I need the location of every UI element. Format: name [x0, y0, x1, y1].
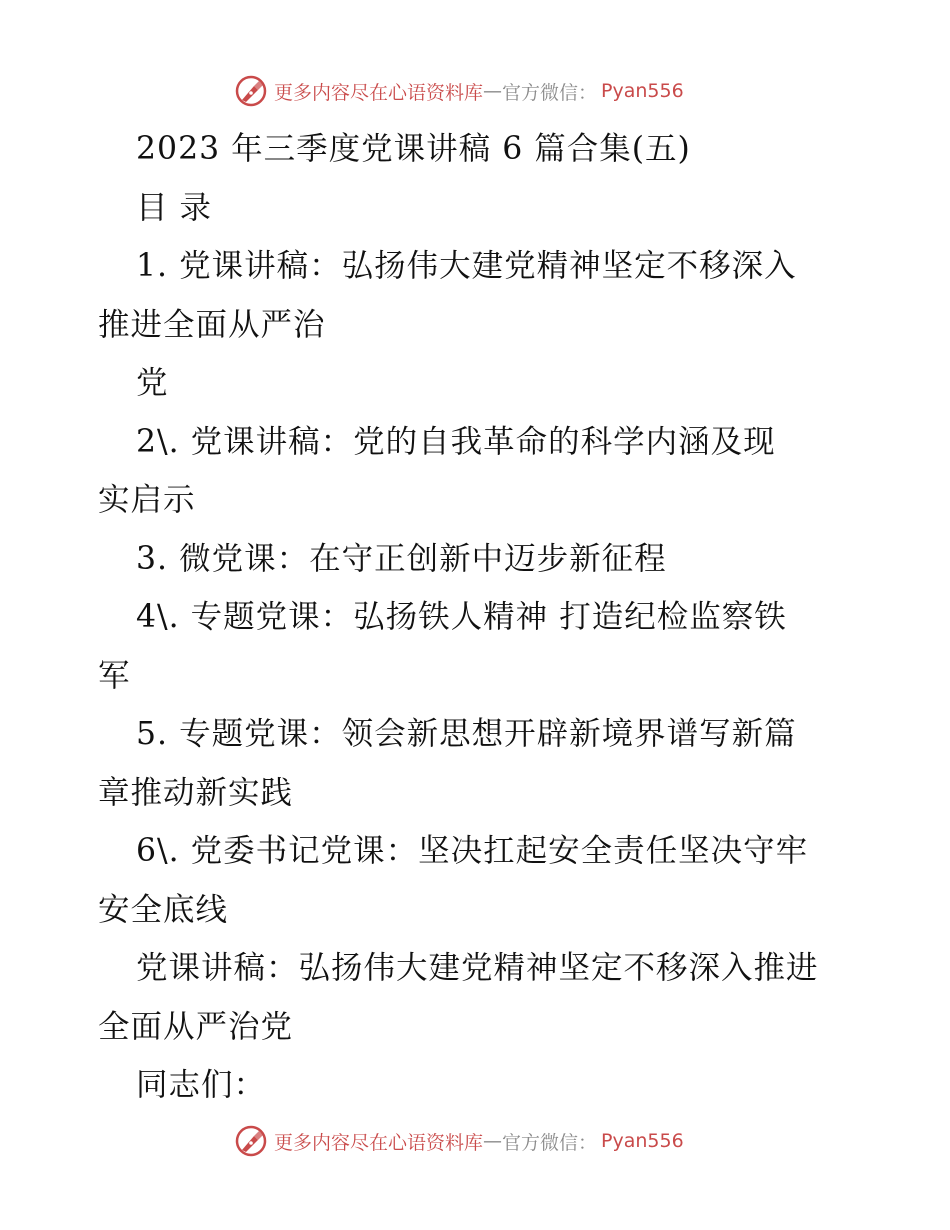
watermark-official-text: 官方微信： [502, 1131, 598, 1154]
section-title-cont: 全面从严治党 [98, 1008, 294, 1045]
toc-item-5-cont: 章推动新实践 [98, 774, 294, 811]
pen-nib-logo-icon [234, 74, 268, 108]
toc-item-3: 3. 微党课：在守正创新中迈步新征程 [136, 540, 667, 577]
toc-item-1: 1. 党课讲稿：弘扬伟大建党精神坚定不移深入 [136, 248, 797, 284]
toc-item-1-cont: 推进全面从严治 [98, 306, 326, 343]
watermark-separator: — [483, 1130, 503, 1152]
watermark-separator: — [483, 80, 503, 102]
pen-nib-logo-icon [234, 1124, 268, 1158]
salutation: 同志们： [136, 1067, 267, 1103]
toc-item-4: 4\. 专题党课：弘扬铁人精神 打造纪检监察铁 [136, 599, 787, 635]
watermark-brand-text: 更多内容尽在心语资料库 [274, 1131, 484, 1154]
document-body [98, 120, 858, 1115]
footer-watermark [234, 1121, 684, 1161]
watermark-official-text: 官方微信： [502, 81, 598, 104]
toc-item-2: 2\. 党课讲稿：党的自我革命的科学内涵及现 [136, 423, 776, 460]
watermark-wechat-id: Pyan556 [601, 80, 684, 102]
watermark-brand-text: 更多内容尽在心语资料库 [274, 81, 484, 104]
toc-item-4-cont: 军 [98, 657, 131, 694]
section-title: 党课讲稿：弘扬伟大建党精神坚定不移深入推进 [136, 950, 819, 986]
toc-item-2-cont: 实启示 [98, 482, 196, 518]
toc-item-5: 5. 专题党课：领会新思想开辟新境界谱写新篇 [136, 716, 797, 752]
toc-item-6: 6\. 党委书记党课：坚决扛起安全责任坚决守牢 [136, 833, 809, 869]
watermark-wechat-id: Pyan556 [601, 1130, 684, 1152]
document-title: 2023 年三季度党课讲稿 6 篇合集(五) [136, 131, 691, 167]
toc-item-1-cont-2: 党 [136, 365, 169, 401]
toc-item-6-cont: 安全底线 [98, 891, 229, 928]
toc-heading: 目 录 [136, 189, 213, 226]
header-watermark [234, 71, 684, 111]
